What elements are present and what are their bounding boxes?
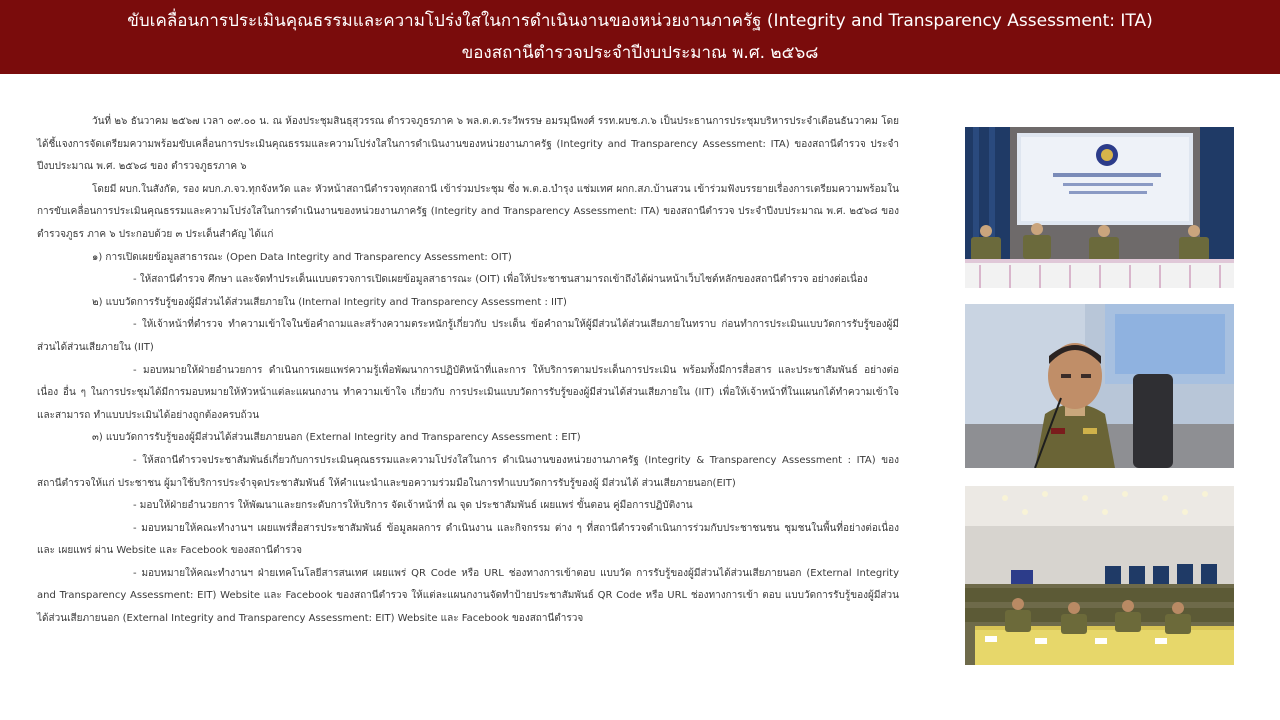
bullet-item: - มอบหมายให้ฝ่ายอำนวยการ ดำเนินการเผยแพร่ความรู้เพื่อพัฒนาการปฏิบัติหน้าที่และการ ให้บริการตามประเด็นการประเมิน พร้อมทั้งมีการสื่อสาร และประชาสัมพันธ์ อย่างต่อเนื่อง อื่น ๆ ในการประชุมได้มีการมอบหมายให้หัวหน้าแต่ละแผนกงาน ทำความเข้าใจ เกี่ยวกับ การประเมินแบบวัดการรับรู้ของผู้มีส่วนได้ส่วนเสียภายใน (IIT) เพื่อให้เจ้าหน้าที่ในแผนกได้ทำความเข้าใจ และสามารถ ทำแบบประเมินได้อย่างถูกต้องครบถ้วน xyxy=(37,364,899,421)
section-heading: ๒) แบบวัดการรับรู้ของผู้มีส่วนได้ส่วนเสียภายใน (Internal Integrity and Transparency Assessment : IIT) xyxy=(92,296,567,308)
meeting-head-table-photo xyxy=(965,127,1234,288)
header-banner xyxy=(0,0,1280,74)
bullet-item: - มอบให้ฝ่ายอำนวยการ ให้พัฒนาและยกระดับการให้บริการ จัดเจ้าหน้าที่ ณ จุด ประชาสัมพันธ์ เผยแพร่ ขั้นตอน คู่มือการปฏิบัติงาน xyxy=(133,500,693,512)
officer-speaking-photo xyxy=(965,304,1234,468)
audience-hall-photo xyxy=(965,486,1234,665)
bullet-item: - ให้สถานีตำรวจประชาสัมพันธ์เกี่ยวกับการประเมินคุณธรรมและความโปร่งใสในการ ดำเนินงานของหน่วยงานภาครัฐ (Integrity & Transparency Assessment : ITA) ของสถานีตำรวจให้แก่ ประชาชน ผู้มาใช้บริการประจำจุดประชาสัมพันธ์ ให้คำแนะนำและขอความร่วมมือในการทำแบบวัดการรับรู้ของผู้ มีส่วนได้ ส่วนเสียภายนอก(EIT) xyxy=(37,454,899,489)
bullet-item: - มอบหมายให้คณะทำงานฯ เผยแพร่สื่อสารประชาสัมพันธ์ ข้อมูลผลการ ดำเนินงาน และกิจกรรม ต่าง ๆ ที่สถานีตำรวจดำเนินการร่วมกับประชาชนชน ชุมชนในพื้นที่อย่างต่อเนื่อง และ เผยแพร่ ผ่าน Website และ Facebook ของสถานีตำรวจ xyxy=(37,522,899,557)
paragraph: โดยมี ผบก.ในสังกัด, รอง ผบก.ภ.จว.ทุกจังหวัด และ หัวหน้าสถานีตำรวจทุกสถานี เข้าร่วมประชุม ซึ่ง พ.ต.อ.บำรุง แช่มเทศ ผกก.สภ.บ้านสวน เข้าร่วมฟังบรรยายเรื่องการเตรียมความพร้อมในการขับเคลื่อนการประเมินคุณธรรมและความโปร่งใสในการดำเนินงานของหน่วยงานภาครัฐ (Integrity and Transparency Assessment: ITA) ของสถานีตำรวจ ประจำปีงบประมาณ พ.ศ. ๒๕๖๘ ของตำรวจภูธร ภาค ๖ ประกอบด้วย ๓ ประเด็นสำคัญ ได้แก่ xyxy=(37,183,899,240)
paragraph: วันที่ ๒๖ ธันวาคม ๒๕๖๗ เวลา ๐๙.๐๐ น. ณ ห้องประชุมสินธุสุวรรณ ตำรวจภูธรภาค ๖ พล.ต.ต.ระวีพรรษ อมรมุนีพงศ์ รรท.ผบช.ภ.๖ เป็นประธานการประชุมบริหารประจำเดือนธันวาคม โดยได้ชี้แจงการจัดเตรียมความพร้อมขับเคลื่อนการประเมินคุณธรรมและความโปร่งใสในการดำเนินงานของหน่วยงานภาครัฐ (Integrity and Transparency Assessment: ITA) ของสถานีตำรวจ ประจำปีงบประมาณ พ.ศ. ๒๕๖๘ ของ ตำรวจภูธรภาค ๖ xyxy=(37,116,899,173)
bullet-item: - มอบหมายให้คณะทำงานฯ ฝ่ายเทคโนโลยีสารสนเทศ เผยแพร่ QR Code หรือ URL ช่องทางการเข้าตอบ แบบวัด การรับรู้ของผู้มีส่วนได้ส่วนเสียภายนอก (External Integrity and Transparency Assessment: EIT) Website และ Facebook ของสถานีตำรวจ ให้แต่ละแผนกงานจัดทำป้ายประชาสัมพันธ์ QR Code หรือ URL ช่องทางการเข้า ตอบ แบบวัดการรับรู้ของผู้มีส่วนได้ส่วนเสียภายนอก (External Integrity and Transparency Assessment: EIT) Website และ Facebook ของสถานีตำรวจ xyxy=(37,567,899,625)
section-heading: ๑) การเปิดเผยข้อมูลสาธารณะ (Open Data Integrity and Transparency Assessment: OIT) xyxy=(92,251,512,263)
article-body xyxy=(37,111,899,631)
bullet-item: - ให้สถานีตำรวจ ศึกษา และจัดทำประเด็นแบบตรวจการเปิดเผยข้อมูลสาธารณะ (OIT) เพื่อให้ประชาชนสามารถเข้าถึงได้ผ่านหน้าเว็บไซต์หลักของสถานีตำรวจ อย่างต่อเนื่อง xyxy=(133,274,868,286)
page-subtitle: ของสถานีตำรวจประจำปีงบประมาณ พ.ศ. ๒๕๖๘ xyxy=(461,43,819,63)
bullet-item: - ให้เจ้าหน้าที่ตำรวจ ทำความเข้าใจในข้อคำถามและสร้างความตระหนักรู้เกี่ยวกับ ประเด็น ข้อคำถามให้ผู้มีส่วนได้ส่วนเสียภายในทราบ ก่อนทำการประเมินแบบวัดการรับรู้ของผู้มีส่วนได้ส่วนเสียภายใน (IIT) xyxy=(37,319,899,353)
page-title: ขับเคลื่อนการประเมินคุณธรรมและความโปร่งใสในการดำเนินงานของหน่วยงานภาครัฐ (Integrity and Transparency Assessment: ITA) xyxy=(127,11,1153,31)
section-heading: ๓) แบบวัดการรับรู้ของผู้มีส่วนได้ส่วนเสียภายนอก (External Integrity and Transparency Assessment : EIT) xyxy=(92,432,581,444)
